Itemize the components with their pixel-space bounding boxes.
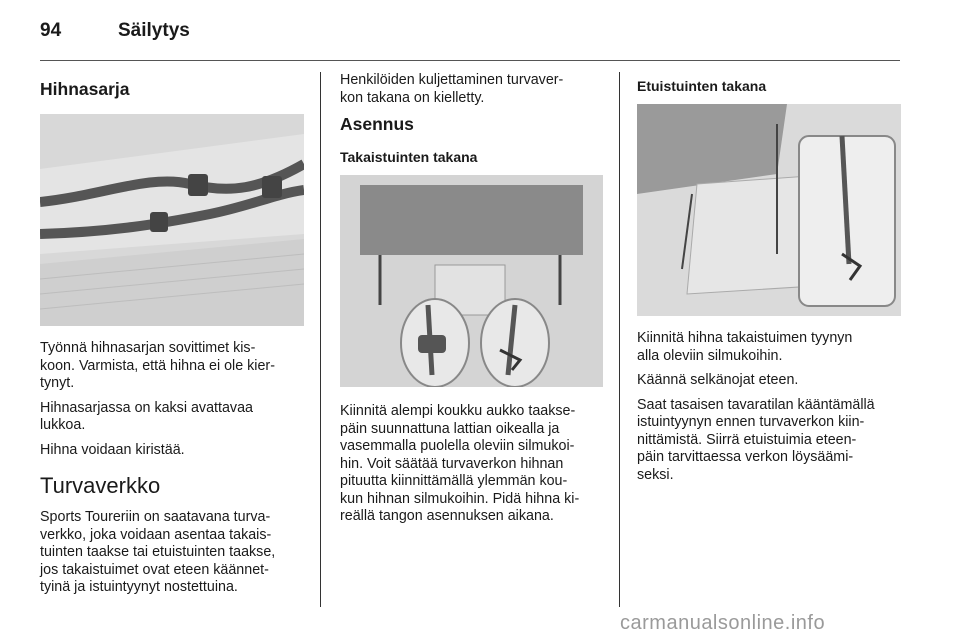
paragraph: Käännä selkänojat eteen. <box>637 372 799 388</box>
paragraph: Työnnä hihnasarjan sovittimet kis- koon. Varmista, että hihna ei ole kier- tynyt. <box>40 340 275 391</box>
paragraph: Hihnasarjassa on kaksi avattavaa lukkoa. <box>40 399 253 433</box>
front-seat-net-illustration <box>637 104 901 316</box>
heading-hihnasarja: Hihnasarja <box>40 79 130 99</box>
subheading-etuistuinten: Etuistuinten takana <box>637 78 767 94</box>
paragraph: Kiinnitä hihna takaistuimen tyynyn alla oleviin silmukoihin. <box>637 330 853 364</box>
paragraph: Hihna voidaan kiristää. <box>40 441 185 458</box>
heading-turvaverkko: Turvaverkko <box>40 473 161 498</box>
section-title: Säilytys <box>118 20 190 41</box>
watermark: carmanualsonline.info <box>620 612 826 634</box>
heading-asennus: Asennus <box>340 114 414 134</box>
column-1 <box>40 72 304 604</box>
page-number: 94 <box>40 20 62 41</box>
paragraph: Saat tasaisen tavaratilan kääntämällä istuintyynyn ennen turvaverkon kiin- nittämistä. Siirrä etuistuimia eteen- päin tarvittaessa verkon löysäämi- seksi. <box>637 396 875 483</box>
column-2 <box>340 72 603 533</box>
paragraph: Kiinnitä alempi koukku aukko taakse- päin suunnattuna lattian oikealla ja vasemmalla puolella oleviin silmukoi- hin. Voit säätää turvaverkon hihnan pituutta kiinnittämällä ylemmän kou- kun hihnan silmukoihin. Pidä hihna ki- reällä tangon asennuksen aikana. <box>340 403 580 524</box>
subheading-takaistuinten: Takaistuinten takana <box>340 149 478 165</box>
strap-kit-illustration <box>40 114 304 326</box>
rear-seat-net-illustration <box>340 175 603 387</box>
column-divider <box>619 72 620 607</box>
column-divider <box>320 72 321 607</box>
header-rule <box>40 60 900 61</box>
paragraph: Sports Toureriin on saatavana turva- verkko, joka voidaan asentaa takais- tuinten taakse tai etuistuinten taakse, jos takaistuimet ovat eteen käännet- tyinä ja istuintyynyt nostettuina. <box>40 509 276 595</box>
paragraph: Henkilöiden kuljettaminen turvaver- kon takana on kielletty. <box>340 72 564 106</box>
column-3 <box>637 72 901 491</box>
